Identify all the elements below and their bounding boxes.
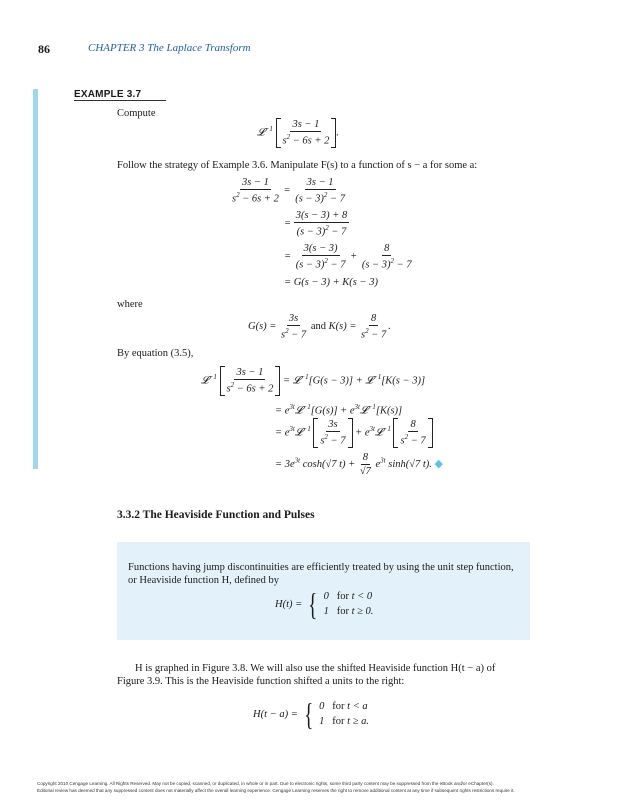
where-text: where <box>117 299 143 310</box>
manipulation-step-4: = G(s − 3) + K(s − 3) <box>284 277 378 288</box>
body-text-line-2: Figure 3.9. This is the Heaviside function shifted a units to the right: <box>117 676 405 687</box>
heaviside-definition: H(t) = { 0 for t < 0 1 for t ≥ 0. <box>275 586 374 622</box>
copyright-line-2: Editorial review has deemed that any suppressed content does not materially affect the overall learning experience. Cengage Learning reserves the right to remove additional content at any time if subsequent rights restrictions require it. <box>37 788 515 793</box>
manipulation-step-3: = $\frac{3(s - 3)}{(s - 3)^2 - 7}$ + $\frac{8}{(s - 3)^2 - 7}$ <box>284 243 412 271</box>
inverse-step-1: 𝓛$^{-1}$ $\frac{3s - 1}{s^2 - 6s + 2}$ = 𝓛$^{-1}$[G(s − 3)] + 𝓛$^{-1}$[K(s − 3)] <box>201 367 426 395</box>
chapter-title: CHAPTER 3 The Laplace Transform <box>88 42 251 54</box>
inverse-step-4: = $3e^{3t}$ cosh(√7 t) + $\frac{8}{√7}$ $e^{3t}$ sinh(√7 t). ◆ <box>275 452 444 477</box>
manipulation-step-2: = $\frac{3(s - 3) + 8}{(s - 3)^2 - 7}$ <box>284 210 348 238</box>
end-of-example-diamond-icon: ◆ <box>434 457 444 470</box>
compute-equation: 𝓛$^{-1}$ $\frac{3s - 1}{s^2 - 6s + 2}$ . <box>257 119 339 147</box>
definition-text-line-1: Functions having jump discontinuities are efficiently treated by using the unit step function, <box>128 562 514 573</box>
example-side-bar <box>33 89 38 469</box>
section-heading: 3.3.2 The Heaviside Function and Pulses <box>117 509 315 521</box>
inverse-step-2: = $e^{3t}𝓛^{-1}[G(s)]$ + $e^{3t}𝓛^{-1}[K(s)]$ <box>275 403 403 417</box>
shifted-heaviside-definition: H(t − a) = { 0 for t < a 1 for t ≥ a. <box>253 696 369 732</box>
copyright-line-1: Copyright 2010 Cengage Learning. All Rights Reserved. May not be copied, scanned, or duplicated, in whole or in part. Due to electronic rights, some third party content may be suppressed from the eBook and/or eChapter(s). <box>37 781 494 786</box>
definition-text-line-2: or Heaviside function H, defined by <box>128 575 280 586</box>
manipulation-step-1: $\frac{3s - 1}{s^2 - 6s + 2}$ = $\frac{3s - 1}{(s - 3)^2 - 7}$ <box>232 177 345 205</box>
body-text-line-1: H is graphed in Figure 3.8. We will also use the shifted Heaviside function H(t − a) of <box>135 663 496 674</box>
follow-strategy-text: Follow the strategy of Example 3.6. Manipulate F(s) to a function of s − a for some a: <box>117 160 478 171</box>
page-number: 86 <box>38 42 50 56</box>
g-k-definitions: G(s) = $\frac{3s}{s^2 - 7}$ and K(s) = $\frac{8}{s^2 - 7}$ . <box>248 313 391 341</box>
example-rule <box>74 100 166 101</box>
inverse-step-3: = $e^{3t}𝓛^{-1}$ $\frac{3s}{s^2 - 7}$ + $e^{3t}𝓛^{-1}$ $\frac{8}{s^2 - 7}$ <box>275 418 433 448</box>
by-equation-text: By equation (3.5), <box>117 348 194 359</box>
and-text: and <box>310 321 326 333</box>
example-label: EXAMPLE 3.7 <box>74 89 142 100</box>
compute-text: Compute <box>117 108 156 119</box>
